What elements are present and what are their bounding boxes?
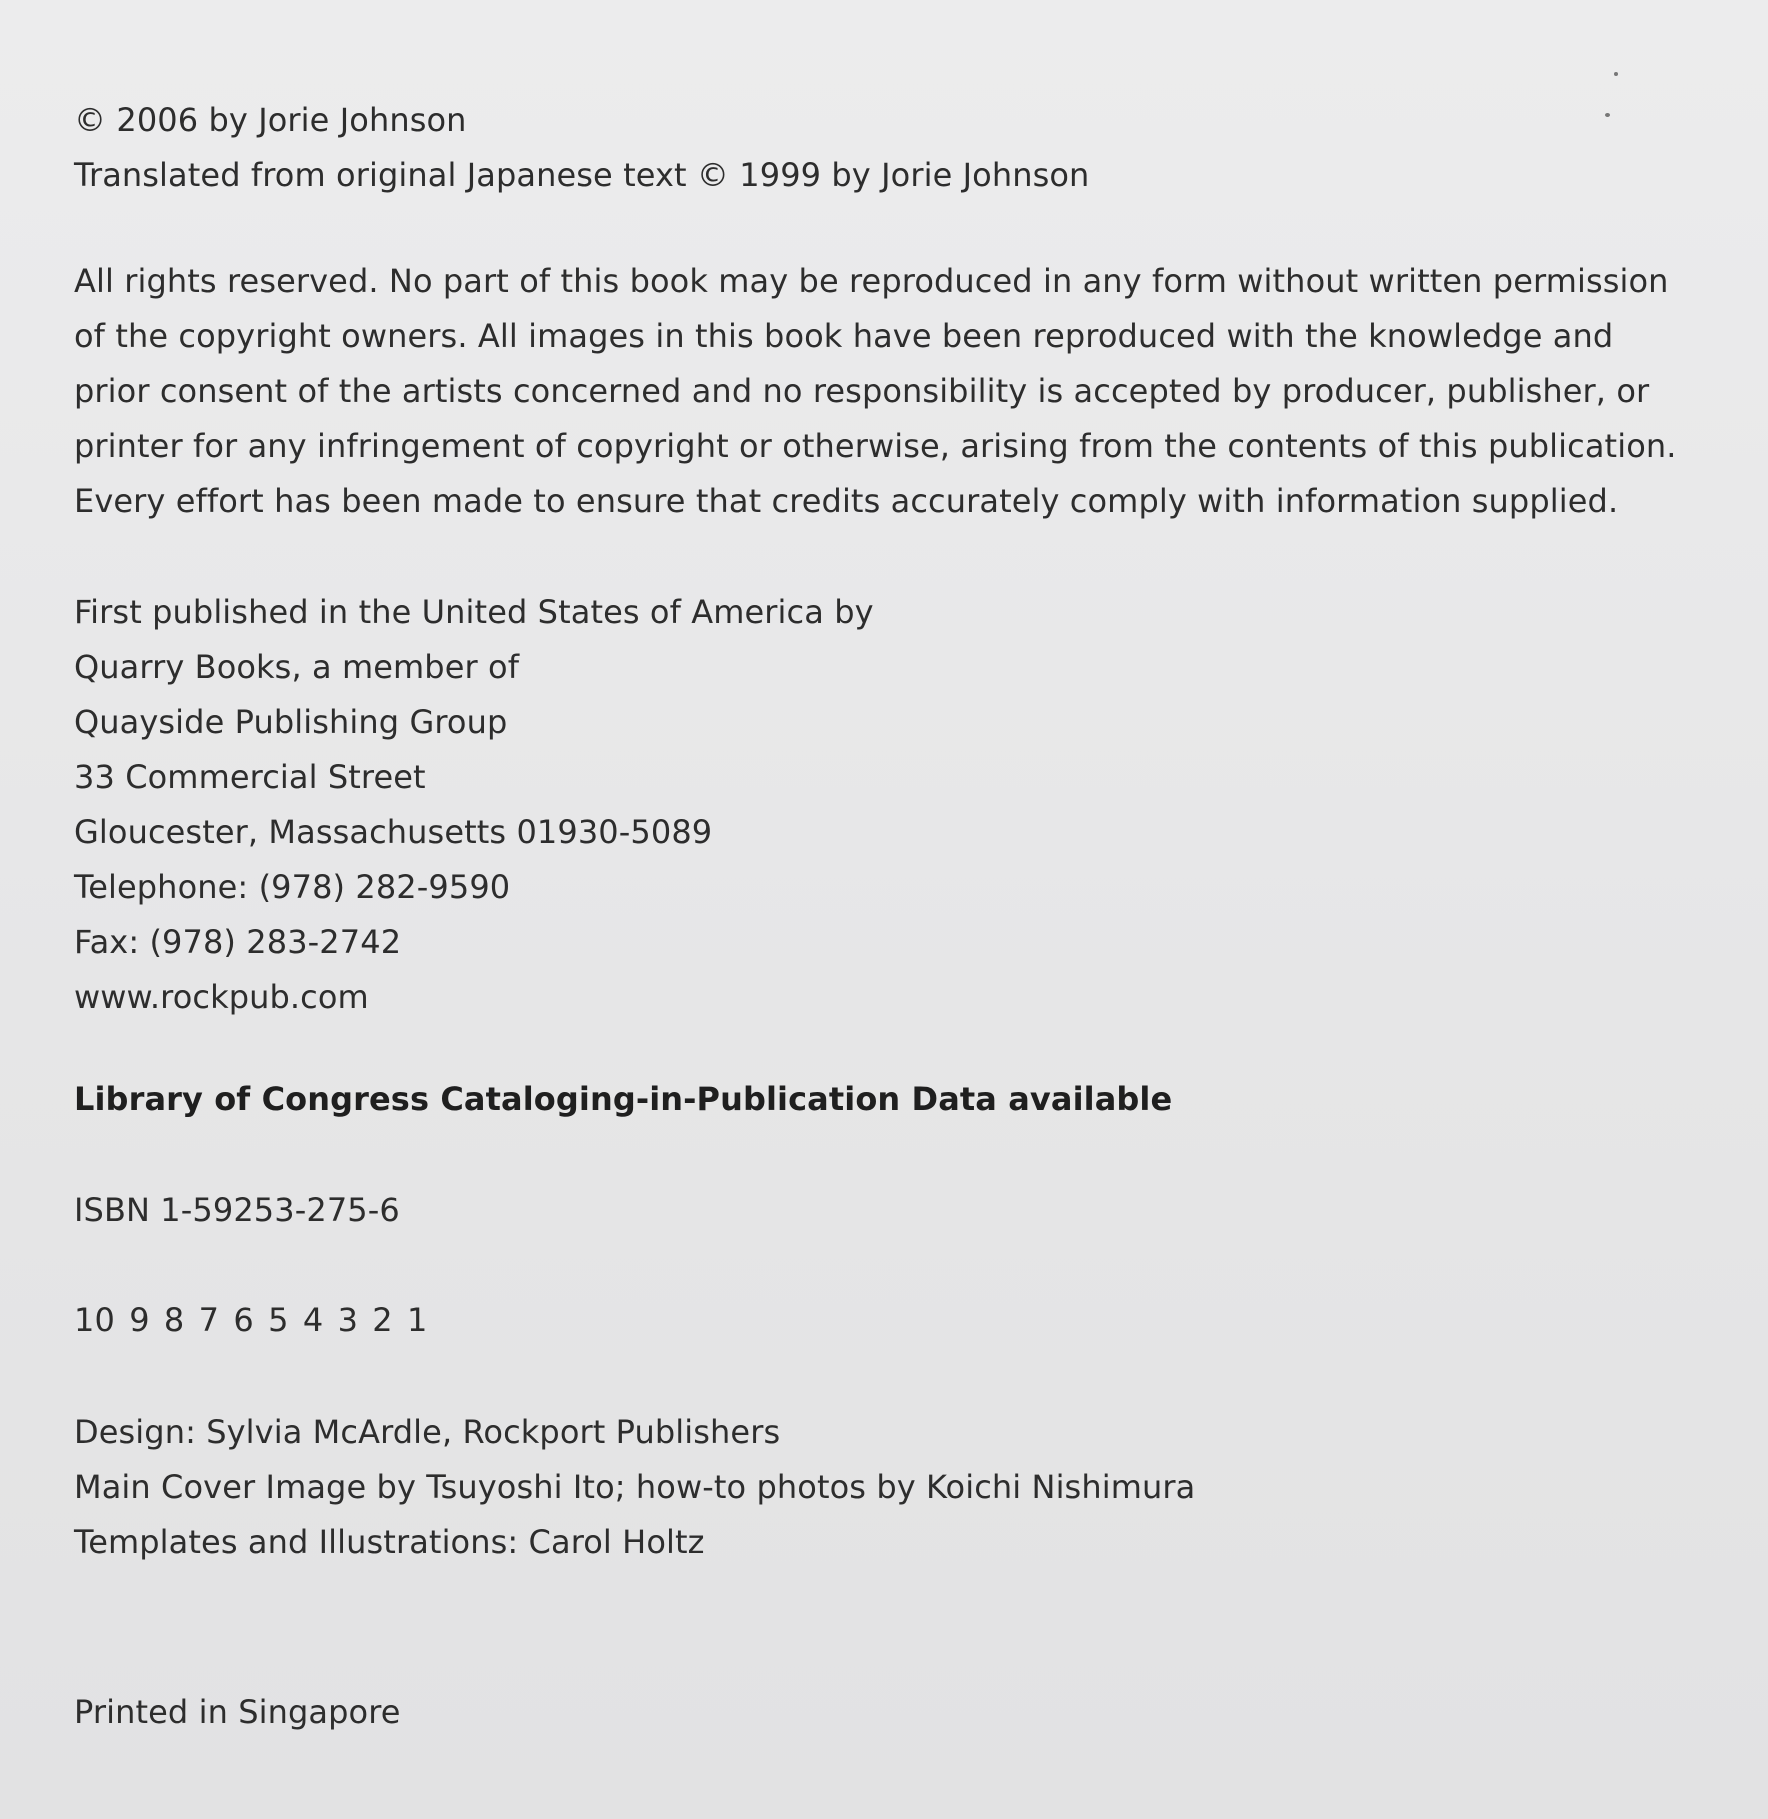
print-run-block [74, 1293, 1714, 1348]
website-line: www.rockpub.com [74, 978, 369, 1016]
isbn-line: ISBN 1-59253-275-6 [74, 1191, 400, 1229]
copyright-block [74, 93, 1714, 203]
illustration-credit-line: Templates and Illustrations: Carol Holtz [74, 1523, 705, 1561]
rights-line: printer for any infringement of copyright or otherwise, arising from the contents of this publication. [74, 427, 1677, 465]
paper-speck [1605, 113, 1610, 117]
city-state-line: Gloucester, Massachusetts 01930-5089 [74, 813, 713, 851]
photo-credit-line: Main Cover Image by Tsuyoshi Ito; how-to photos by Koichi Nishimura [74, 1468, 1196, 1506]
first-published-line: First published in the United States of America by [74, 593, 874, 631]
street-address-line: 33 Commercial Street [74, 758, 426, 796]
print-run-line: 10 9 8 7 6 5 4 3 2 1 [74, 1301, 428, 1339]
rights-line: of the copyright owners. All images in this book have been reproduced with the knowledge and [74, 317, 1614, 355]
translation-copyright-line: Translated from original Japanese text © 1999 by Jorie Johnson [74, 156, 1090, 194]
paper-speck [1614, 72, 1618, 76]
rights-line: All rights reserved. No part of this book may be reproduced in any form without written permission [74, 262, 1669, 300]
publisher-name-line: Quarry Books, a member of [74, 648, 520, 686]
rights-line: prior consent of the artists concerned and no responsibility is accepted by producer, publisher, or [74, 372, 1650, 410]
cataloging-data-line: Library of Congress Cataloging-in-Publication Data available [74, 1080, 1173, 1118]
isbn-block [74, 1183, 1714, 1238]
rights-paragraph [74, 254, 1714, 529]
rights-line: Every effort has been made to ensure that credits accurately comply with information supplied. [74, 482, 1619, 520]
fax-line: Fax: (978) 283-2742 [74, 923, 402, 961]
design-credit-line: Design: Sylvia McArdle, Rockport Publishers [74, 1413, 781, 1451]
printed-in-line: Printed in Singapore [74, 1693, 401, 1731]
cataloging-block [74, 1072, 1714, 1127]
publisher-address-block [74, 585, 1714, 1025]
publisher-group-line: Quayside Publishing Group [74, 703, 508, 741]
credits-block [74, 1405, 1714, 1570]
printed-block [74, 1685, 1714, 1740]
telephone-line: Telephone: (978) 282-9590 [74, 868, 511, 906]
copyright-line: © 2006 by Jorie Johnson [74, 101, 467, 139]
